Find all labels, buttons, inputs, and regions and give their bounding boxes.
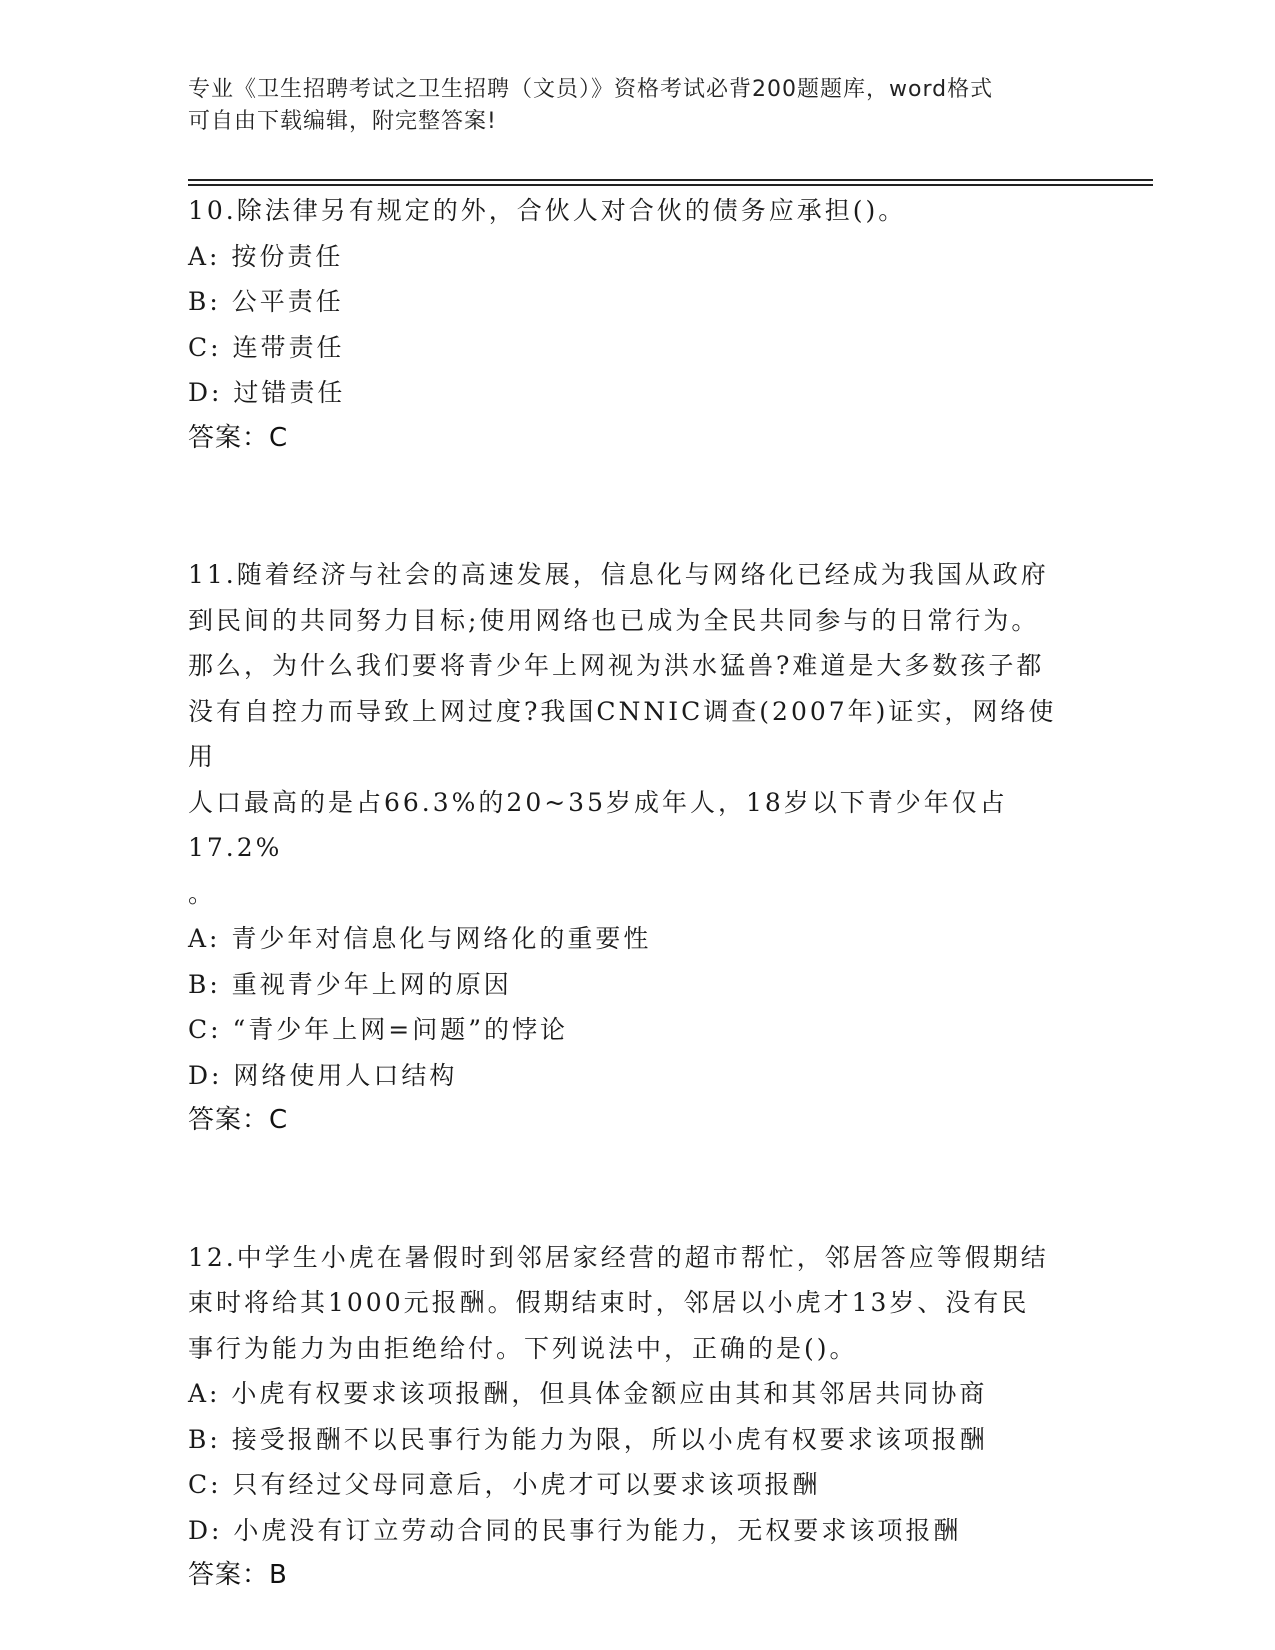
option-c: C: “青少年上网=问题”的悖论 xyxy=(188,1015,569,1044)
option-a: A: 青少年对信息化与网络化的重要性 xyxy=(188,924,652,953)
option-d: D: 过错责任 xyxy=(188,378,346,407)
question-stem-line: 事行为能力为由拒绝给付。下列说法中，正确的是()。 xyxy=(188,1333,858,1363)
answer-label: 答案：C xyxy=(188,422,289,453)
question-stem-line: 束时将给其1000元报酬。假期结束时，邻居以小虎才13岁、没有民 xyxy=(188,1288,1030,1317)
question-12 xyxy=(188,1235,1088,1599)
document-header xyxy=(188,74,1068,138)
answer-label: 答案：C xyxy=(188,1105,289,1135)
question-stem-line: 12.中学生小虎在暑假时到邻居家经营的超市帮忙，邻居答应等假期结 xyxy=(188,1242,1049,1272)
question-stem-line: 到民间的共同努力目标;使用网络也已成为全民共同参与的日常行为。 xyxy=(188,605,1040,635)
option-b: B: 接受报酬不以民事行为能力为限，所以小虎有权要求该项报酬 xyxy=(188,1424,988,1454)
question-11 xyxy=(188,552,1088,1144)
option-c: C: 连带责任 xyxy=(188,332,345,362)
header-line-2: 可自由下载编辑，附完整答案! xyxy=(188,109,497,134)
header-line-1: 专业《卫生招聘考试之卫生招聘（文员）》资格考试必背200题题库，word格式 xyxy=(188,77,994,102)
question-stem-line: 人口最高的是占66.3%的20~35岁成年人，18岁以下青少年仅占17.2% xyxy=(188,787,1008,862)
question-stem-line: 那么，为什么我们要将青少年上网视为洪水猛兽?难道是大多数孩子都 xyxy=(188,651,1045,680)
answer-label: 答案：B xyxy=(188,1560,288,1590)
header-rule-bottom xyxy=(188,184,1153,186)
option-d: D: 小虎没有订立劳动合同的民事行为能力，无权要求该项报酬 xyxy=(188,1515,962,1545)
question-stem-line: 11.随着经济与社会的高速发展，信息化与网络化已经成为我国从政府 xyxy=(188,560,1049,589)
header-rule-top xyxy=(188,179,1153,181)
option-b: B: 重视青少年上网的原因 xyxy=(188,969,512,999)
option-d: D: 网络使用人口结构 xyxy=(188,1060,458,1090)
question-10 xyxy=(188,188,1088,461)
option-c: C: 只有经过父母同意后，小虎才可以要求该项报酬 xyxy=(188,1470,821,1499)
question-stem-line: 10.除法律另有规定的外，合伙人对合伙的债务应承担()。 xyxy=(188,196,907,225)
option-b: B: 公平责任 xyxy=(188,287,344,316)
option-a: A: 按份责任 xyxy=(188,241,344,271)
question-stem-line: 。 xyxy=(188,878,217,908)
option-a: A: 小虎有权要求该项报酬，但具体金额应由其和其邻居共同协商 xyxy=(188,1379,988,1408)
question-list xyxy=(188,188,1088,1599)
question-stem-line: 没有自控力而导致上网过度?我国CNNIC调查(2007年)证实，网络使用 xyxy=(188,696,1057,771)
